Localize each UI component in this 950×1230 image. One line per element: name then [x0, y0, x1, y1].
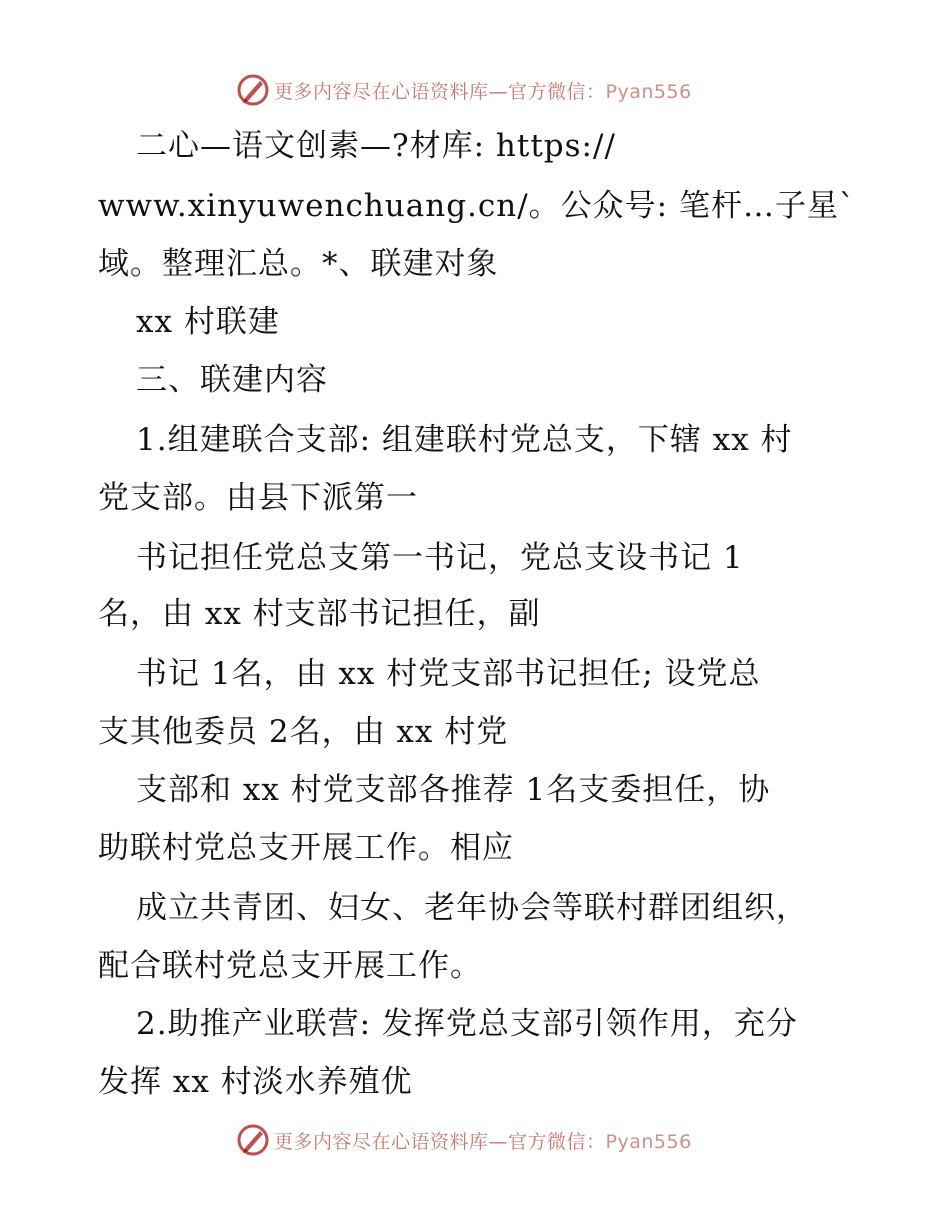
text-line: 书记担任党总支第一书记，党总支设书记 1	[136, 540, 744, 576]
text-line: 党支部。由县下派第一	[98, 480, 418, 516]
pen-logo-icon	[236, 1123, 270, 1157]
text-line: 1.组建联合支部: 组建联村党总支，下辖 xx 村	[136, 422, 793, 458]
text-line: 域。整理汇总。*、联建对象	[98, 246, 499, 282]
text-line: 支部和 xx 村党支部各推荐 1名支委担任，协	[136, 772, 771, 808]
text-line: 书记 1名，由 xx 村党支部书记担任; 设党总	[136, 656, 761, 692]
text-line: www.xinyuwenchuang.cn/。公众号: 笔杆…子星`	[98, 188, 856, 224]
text-line: 二心—语文创素—?材库: https://	[136, 128, 616, 164]
text-line: 2.助推产业联营: 发挥党总支部引领作用，充分	[136, 1006, 798, 1042]
text-line: 配合联村党总支开展工作。	[98, 948, 482, 984]
section-heading: 三、联建内容	[136, 362, 328, 398]
text-line: xx 村联建	[136, 304, 280, 340]
watermark-text: 更多内容尽在心语资料库—官方微信：Pyan556	[274, 80, 692, 103]
footer-watermark	[236, 1120, 756, 1160]
text-line: 名，由 xx 村支部书记担任，副	[98, 596, 541, 632]
text-line: 发挥 xx 村淡水养殖优	[98, 1064, 413, 1100]
text-line: 支其他委员 2名，由 xx 村党	[98, 714, 509, 750]
text-line: 成立共青团、妇女、老年协会等联村群团组织，	[136, 890, 808, 926]
text-line: 助联村党总支开展工作。相应	[98, 830, 514, 866]
watermark-text: 更多内容尽在心语资料库—官方微信：Pyan556	[274, 1130, 692, 1153]
